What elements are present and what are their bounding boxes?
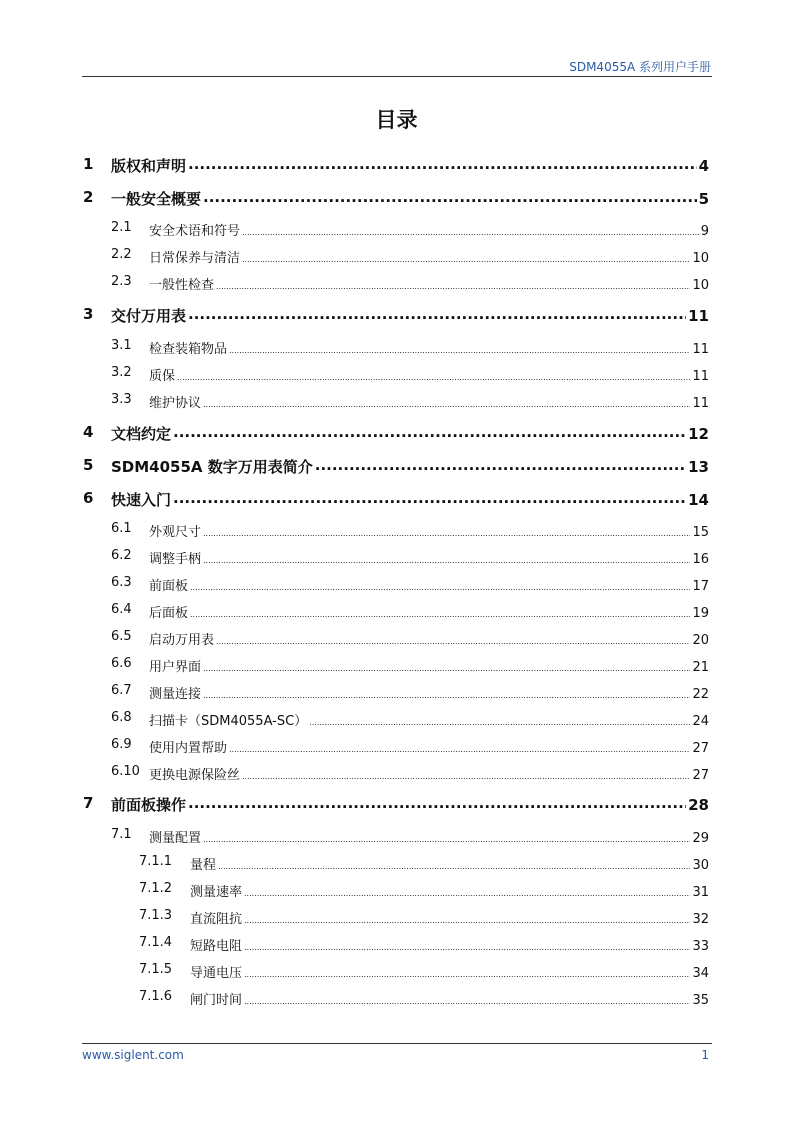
toc-entry-number: 2: [83, 188, 94, 206]
toc-entry-page: 15: [692, 525, 709, 540]
header-title: SDM4055A 系列用户手册: [569, 60, 711, 74]
toc-entry[interactable]: [0, 456, 793, 476]
toc-dot-leader: [190, 582, 690, 590]
toc-entry-number: 7.1.2: [139, 881, 173, 896]
toc-entry-title[interactable]: 前面板操作: [111, 796, 187, 814]
toc-entry-title[interactable]: 闸门时间: [190, 993, 243, 1008]
toc-entry[interactable]: [0, 155, 793, 175]
toc-entry-title[interactable]: 交付万用表: [111, 307, 187, 325]
toc-entry-number: 5: [83, 456, 94, 474]
toc-entry-page: 27: [692, 741, 709, 756]
toc-entry[interactable]: [0, 710, 793, 728]
footer-divider: [82, 1043, 712, 1044]
toc-entry-number: 2.2: [111, 247, 132, 262]
toc-dot-leader: [188, 795, 686, 810]
toc-entry-page: 29: [692, 831, 709, 846]
toc-dot-leader: [229, 744, 690, 752]
toc-entry-page: 16: [692, 552, 709, 567]
toc-entry-title[interactable]: 短路电阻: [190, 939, 243, 954]
toc-dot-leader: [244, 969, 690, 977]
toc-entry-number: 3.1: [111, 338, 132, 353]
toc-entry[interactable]: [0, 854, 793, 872]
toc-entry-page: 13: [688, 458, 709, 476]
toc-dot-leader: [216, 281, 690, 289]
toc-dot-leader: [188, 306, 686, 321]
toc-entry-title[interactable]: 测量连接: [149, 687, 202, 702]
toc-entry-title[interactable]: 扫描卡（SDM4055A-SC）: [149, 714, 308, 729]
toc-dot-leader: [244, 942, 690, 950]
toc-entry[interactable]: [0, 602, 793, 620]
toc-entry-page: 11: [692, 396, 709, 411]
toc-entry-title[interactable]: 测量速率: [190, 885, 243, 900]
toc-entry-title[interactable]: 用户界面: [149, 660, 202, 675]
toc-entry-number: 7.1.4: [139, 935, 173, 950]
toc-entry-number: 6.3: [111, 575, 132, 590]
toc-entry-title[interactable]: 质保: [149, 369, 176, 384]
toc-dot-leader: [309, 717, 690, 725]
header-divider: [82, 76, 712, 77]
toc-entry[interactable]: [0, 575, 793, 593]
toc-entry[interactable]: [0, 338, 793, 356]
toc-entry-page: 33: [692, 939, 709, 954]
toc-dot-leader: [203, 663, 690, 671]
toc-entry-page: 11: [688, 307, 709, 325]
toc-entry[interactable]: [0, 247, 793, 265]
toc-entry-title[interactable]: 启动万用表: [149, 633, 215, 648]
toc-entry[interactable]: [0, 188, 793, 208]
toc-dot-leader: [244, 996, 690, 1004]
toc-entry-number: 3.2: [111, 365, 132, 380]
toc-entry-number: 6.8: [111, 710, 132, 725]
toc-entry-number: 6: [83, 489, 94, 507]
toc-entry-page: 20: [692, 633, 709, 648]
toc-entry-number: 4: [83, 423, 94, 441]
toc-entry-page: 10: [692, 278, 709, 293]
toc-entry-number: 3: [83, 305, 94, 323]
toc-dot-leader: [203, 189, 697, 204]
toc-entry-number: 7.1.3: [139, 908, 173, 923]
toc-entry-page: 22: [692, 687, 709, 702]
toc-entry-number: 6.7: [111, 683, 132, 698]
toc-entry-page: 11: [692, 369, 709, 384]
toc-entry[interactable]: [0, 794, 793, 814]
toc-entry-title[interactable]: 调整手柄: [149, 552, 202, 567]
toc-dot-leader: [315, 457, 686, 472]
toc-entry-page: 17: [692, 579, 709, 594]
footer-url[interactable]: www.siglent.com: [82, 1048, 184, 1062]
toc-entry[interactable]: [0, 423, 793, 443]
toc-entry[interactable]: [0, 827, 793, 845]
toc-entry[interactable]: [0, 962, 793, 980]
toc-dot-leader: [188, 156, 697, 171]
toc-dot-leader: [244, 915, 690, 923]
toc-dot-leader: [203, 834, 690, 842]
toc-entry-page: 21: [692, 660, 709, 675]
toc-entry-number: 6.10: [111, 764, 140, 779]
toc-entry-title[interactable]: 文档约定: [111, 425, 172, 443]
toc-entry-number: 2.1: [111, 220, 132, 235]
toc-entry-page: 28: [688, 796, 709, 814]
toc-entry-number: 6.4: [111, 602, 132, 617]
toc-entry[interactable]: [0, 935, 793, 953]
toc-entry-number: 6.6: [111, 656, 132, 671]
toc-dot-leader: [190, 609, 690, 617]
toc-entry[interactable]: [0, 629, 793, 647]
toc-entry[interactable]: [0, 392, 793, 410]
toc-entry[interactable]: [0, 989, 793, 1007]
toc-entry-title[interactable]: SDM4055A 数字万用表简介: [111, 458, 313, 476]
toc-entry-title[interactable]: 使用内置帮助: [149, 741, 228, 756]
toc-entry[interactable]: [0, 656, 793, 674]
toc-entry[interactable]: [0, 881, 793, 899]
toc-entry-page: 11: [692, 342, 709, 357]
toc-entry[interactable]: [0, 305, 793, 325]
toc-dot-leader: [242, 254, 690, 262]
toc-entry[interactable]: [0, 521, 793, 539]
toc-entry-title[interactable]: 一般性检查: [149, 278, 215, 293]
toc-dot-leader: [242, 227, 699, 235]
toc-entry[interactable]: [0, 683, 793, 701]
toc-dot-leader: [203, 555, 690, 563]
toc-entry-number: 6.9: [111, 737, 132, 752]
toc-entry[interactable]: [0, 548, 793, 566]
toc-dot-leader: [216, 636, 690, 644]
toc-entry-title[interactable]: 一般安全概要: [111, 190, 202, 208]
toc-dot-leader: [242, 771, 690, 779]
toc-entry-number: 2.3: [111, 274, 132, 289]
toc-entry-number: 7.1.6: [139, 989, 173, 1004]
toc-entry-page: 10: [692, 251, 709, 266]
toc-entry-number: 7.1.5: [139, 962, 173, 977]
toc-dot-leader: [203, 399, 690, 407]
toc-entry-page: 27: [692, 768, 709, 783]
toc-entry-title[interactable]: 测量配置: [149, 831, 202, 846]
toc-entry-title[interactable]: 前面板: [149, 579, 189, 594]
toc-entry[interactable]: [0, 737, 793, 755]
toc-entry-title[interactable]: 检查装箱物品: [149, 342, 228, 357]
toc-entry[interactable]: [0, 365, 793, 383]
toc-entry-title[interactable]: 日常保养与清洁: [149, 251, 241, 266]
toc-entry-title[interactable]: 安全术语和符号: [149, 224, 241, 239]
toc-heading: 目录: [375, 108, 418, 132]
toc-entry[interactable]: [0, 764, 793, 782]
toc-entry-title[interactable]: 维护协议: [149, 396, 202, 411]
toc-dot-leader: [173, 490, 686, 505]
toc-entry-page: 31: [692, 885, 709, 900]
toc-entry-number: 7.1.1: [139, 854, 173, 869]
toc-entry-page: 32: [692, 912, 709, 927]
toc-entry-number: 6.1: [111, 521, 132, 536]
toc-entry-page: 9: [700, 224, 709, 239]
toc-dot-leader: [173, 424, 686, 439]
toc-entry-title[interactable]: 快速入门: [111, 491, 172, 509]
toc-entry-page: 12: [688, 425, 709, 443]
toc-entry-number: 6.5: [111, 629, 132, 644]
toc-dot-leader: [203, 528, 690, 536]
toc-entry-page: 5: [698, 190, 709, 208]
toc-entry-title[interactable]: 量程: [190, 858, 217, 873]
toc-entry-page: 14: [688, 491, 709, 509]
toc-entry[interactable]: [0, 220, 793, 238]
toc-entry-number: 7: [83, 794, 94, 812]
toc-entry-title[interactable]: 版权和声明: [111, 157, 187, 175]
toc-entry[interactable]: [0, 274, 793, 292]
toc-entry[interactable]: [0, 489, 793, 509]
toc-entry-title[interactable]: 导通电压: [190, 966, 243, 981]
toc-dot-leader: [229, 345, 690, 353]
toc-entry-page: 30: [692, 858, 709, 873]
toc-entry-page: 19: [692, 606, 709, 621]
toc-entry-page: 4: [698, 157, 709, 175]
toc-entry-page: 24: [692, 714, 709, 729]
toc-entry-title[interactable]: 更换电源保险丝: [149, 768, 241, 783]
toc-entry-number: 6.2: [111, 548, 132, 563]
toc-entry-number: 7.1: [111, 827, 132, 842]
toc-entry-page: 34: [692, 966, 709, 981]
toc-entry-title[interactable]: 外观尺寸: [149, 525, 202, 540]
toc-dot-leader: [177, 372, 690, 380]
toc-entry-number: 1: [83, 155, 94, 173]
toc-entry[interactable]: [0, 908, 793, 926]
toc-dot-leader: [203, 690, 690, 698]
toc-entry-page: 35: [692, 993, 709, 1008]
toc-entry-title[interactable]: 后面板: [149, 606, 189, 621]
footer-page-number: 1: [701, 1048, 709, 1062]
toc-entry-title[interactable]: 直流阻抗: [190, 912, 243, 927]
toc-dot-leader: [244, 888, 690, 896]
toc-entry-number: 3.3: [111, 392, 132, 407]
toc-dot-leader: [218, 861, 690, 869]
